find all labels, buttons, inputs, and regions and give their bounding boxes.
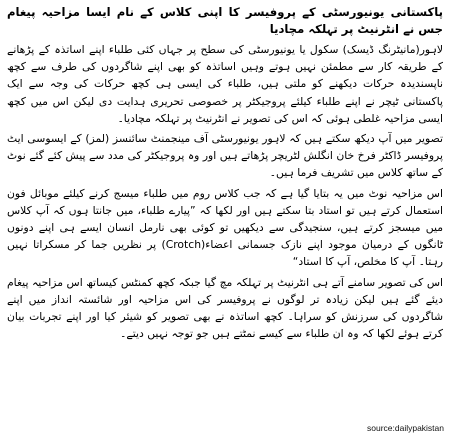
article-headline: پاکستانی یونیورسٹی کے پروفیسر کا اپنی کلاس کے نام ایسا مزاحیہ پیغام جس نے انٹرنیٹ پر تہلکہ مچادیا: [7, 5, 443, 36]
article-paragraph: لاہور(مانیٹرنگ ڈیسک) سکول یا یونیورسٹی کی سطح پر جہاں کئی طلباء اپنے اساتذہ کے پڑھانے کے طریقہ کار سے مطمئن نہیں ہوتے وہیں اساتذہ کو بھی اپنے شاگردوں کی طرف سے کچھ ناپسندیدہ حرکات دیکھنے کو ملتی ہیں، طلباء کی ایسی ہی کچھ حرکات کی وجہ سے ایک پاکستانی ٹیچر نے اپنے طلباء کیلئے پروجیکٹر پر خصوصی تحریری ہدایت دی لیکن اس میں کچھ ایسی مزاحیہ غلطی ہوئی کہ اس کی تصویر نے انٹرنیٹ پر تہلکہ مچادیا۔: [7, 43, 443, 125]
article-paragraph: اس مزاحیہ نوٹ میں یہ بتایا گیا ہے کہ جب کلاس روم میں طلباء میسج کرنے کیلئے موبائل فون استعمال کرتے ہیں تو استاد بتا سکتے ہیں اور لکھا کہ ”پیارے طلباء، میں جانتا ہوں کہ آپ کلاس میں میسجز کرتے ہیں، سنجیدگی سے دیکھیں تو کوئی بھی نارمل انسان ایسے ہی اپنے دونوں ٹانگوں کے درمیان موجود اپنے نازک جسمانی اعضاء(Crotch) پر نظریں جما کر مسکراتا نہیں رہتا۔ آپ کا مخلص، آپ کا استاد“: [7, 186, 443, 269]
source-credit: source:dailypakistan: [366, 423, 444, 433]
article-paragraph: تصویر میں آپ دیکھ سکتے ہیں کہ لاہور یونیورسٹی آف مینجمنٹ سائنسز (لمز) کے ایسوسی ایٹ پروفیسر ڈاکٹر فرخ خان انگلش لٹریچر پڑھاتے ہیں اور وہ پروجیکٹر کی مدد سے پیش کئے گئے نوٹ کے ساتھ کلاس میں تشریف فرما ہیں۔: [7, 132, 443, 180]
article-paragraph: اس کی تصویر سامنے آتے ہی انٹرنیٹ پر تہلکہ مچ گیا جبکہ کچھ کمنٹس کیساتھ اس مزاحیہ پیغام دیئے گئے ہیں لیکن زیادہ تر لوگوں نے پروفیسر کی اس مزاحیہ اور شائستہ انداز میں اپنے شاگردوں کی سرزنش کو سراہا۔ کچھ اساتذہ نے بھی تصویر کو شیئر کیا اور اپنے تجربات بیان کرتے ہوئے لکھا کہ وہ ان طلباء سے کیسے نمٹتے ہیں جو توجہ نہیں دیتے۔: [7, 275, 443, 341]
